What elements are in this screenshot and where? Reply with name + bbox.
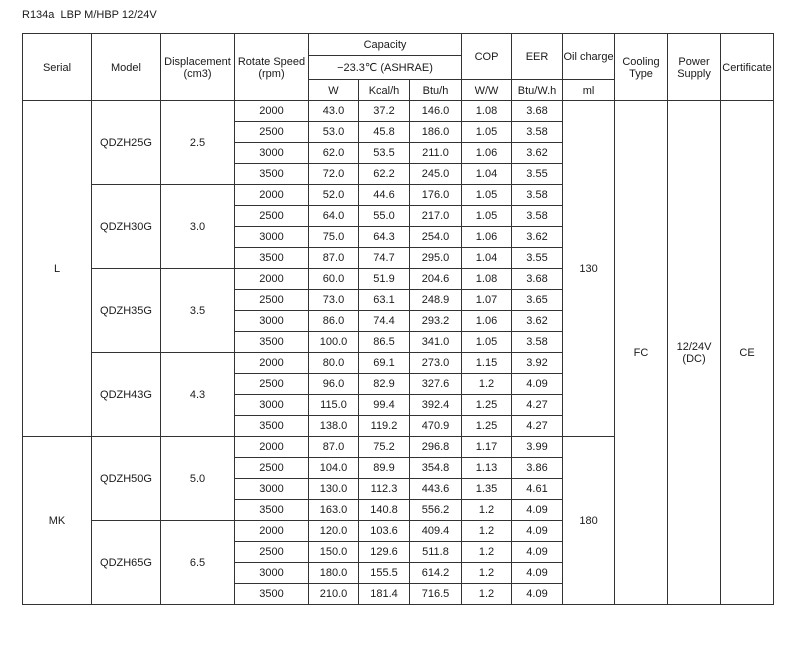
rpm-cell: 3000 xyxy=(235,563,309,584)
capacity-w-cell: 60.0 xyxy=(309,269,359,290)
cop-cell: 1.06 xyxy=(462,143,512,164)
cop-cell: 1.17 xyxy=(462,437,512,458)
header-certificate: Certificate xyxy=(721,34,774,101)
power-supply-cell: 12/24V (DC) xyxy=(668,101,721,605)
capacity-w-cell: 180.0 xyxy=(309,563,359,584)
capacity-w-cell: 100.0 xyxy=(309,332,359,353)
rpm-cell: 2000 xyxy=(235,437,309,458)
eer-cell: 3.58 xyxy=(512,332,563,353)
displacement-cell: 3.5 xyxy=(161,269,235,353)
capacity-kcal-cell: 69.1 xyxy=(359,353,410,374)
eer-cell: 4.27 xyxy=(512,395,563,416)
header-power-supply: Power Supply xyxy=(668,34,721,101)
capacity-btu-cell: 511.8 xyxy=(410,542,462,563)
capacity-btu-cell: 254.0 xyxy=(410,227,462,248)
capacity-btu-cell: 327.6 xyxy=(410,374,462,395)
capacity-kcal-cell: 99.4 xyxy=(359,395,410,416)
capacity-kcal-cell: 63.1 xyxy=(359,290,410,311)
capacity-w-cell: 72.0 xyxy=(309,164,359,185)
rpm-cell: 3500 xyxy=(235,584,309,605)
cop-cell: 1.04 xyxy=(462,164,512,185)
model-cell: QDZH25G xyxy=(92,101,161,185)
eer-cell: 3.62 xyxy=(512,143,563,164)
rpm-cell: 2000 xyxy=(235,269,309,290)
header-unit-btu: Btu/h xyxy=(410,80,462,101)
capacity-kcal-cell: 51.9 xyxy=(359,269,410,290)
eer-cell: 3.86 xyxy=(512,458,563,479)
capacity-w-cell: 96.0 xyxy=(309,374,359,395)
cop-cell: 1.08 xyxy=(462,101,512,122)
header-unit-oil: ml xyxy=(563,80,615,101)
header-capacity-condition: −23.3℃ (ASHRAE) xyxy=(309,56,462,80)
eer-cell: 4.61 xyxy=(512,479,563,500)
rpm-cell: 2000 xyxy=(235,101,309,122)
spec-table-body xyxy=(23,101,774,605)
capacity-btu-cell: 443.6 xyxy=(410,479,462,500)
capacity-kcal-cell: 74.7 xyxy=(359,248,410,269)
displacement-cell: 6.5 xyxy=(161,521,235,605)
rpm-cell: 2000 xyxy=(235,353,309,374)
displacement-cell: 3.0 xyxy=(161,185,235,269)
capacity-btu-cell: 354.8 xyxy=(410,458,462,479)
rpm-cell: 3500 xyxy=(235,164,309,185)
model-cell: QDZH43G xyxy=(92,353,161,437)
capacity-w-cell: 210.0 xyxy=(309,584,359,605)
eer-cell: 3.68 xyxy=(512,101,563,122)
capacity-kcal-cell: 64.3 xyxy=(359,227,410,248)
header-cooling-type: Cooling Type xyxy=(615,34,668,101)
capacity-w-cell: 52.0 xyxy=(309,185,359,206)
rpm-cell: 2500 xyxy=(235,542,309,563)
cop-cell: 1.08 xyxy=(462,269,512,290)
rpm-cell: 3000 xyxy=(235,395,309,416)
rpm-cell: 3000 xyxy=(235,479,309,500)
capacity-kcal-cell: 86.5 xyxy=(359,332,410,353)
capacity-btu-cell: 186.0 xyxy=(410,122,462,143)
capacity-w-cell: 87.0 xyxy=(309,437,359,458)
model-cell: QDZH30G xyxy=(92,185,161,269)
eer-cell: 3.58 xyxy=(512,185,563,206)
table-row xyxy=(23,101,774,122)
model-cell: QDZH35G xyxy=(92,269,161,353)
eer-cell: 3.55 xyxy=(512,248,563,269)
capacity-btu-cell: 341.0 xyxy=(410,332,462,353)
eer-cell: 3.58 xyxy=(512,206,563,227)
capacity-kcal-cell: 119.2 xyxy=(359,416,410,437)
rpm-cell: 2500 xyxy=(235,374,309,395)
capacity-kcal-cell: 155.5 xyxy=(359,563,410,584)
capacity-kcal-cell: 181.4 xyxy=(359,584,410,605)
capacity-kcal-cell: 82.9 xyxy=(359,374,410,395)
eer-cell: 4.27 xyxy=(512,416,563,437)
header-unit-kcal: Kcal/h xyxy=(359,80,410,101)
capacity-btu-cell: 614.2 xyxy=(410,563,462,584)
displacement-cell: 4.3 xyxy=(161,353,235,437)
rpm-cell: 3000 xyxy=(235,311,309,332)
eer-cell: 4.09 xyxy=(512,500,563,521)
capacity-kcal-cell: 89.9 xyxy=(359,458,410,479)
capacity-w-cell: 150.0 xyxy=(309,542,359,563)
rpm-cell: 2000 xyxy=(235,521,309,542)
header-row-1 xyxy=(23,34,774,56)
rpm-cell: 3500 xyxy=(235,332,309,353)
spec-table xyxy=(22,33,774,605)
cop-cell: 1.04 xyxy=(462,248,512,269)
eer-cell: 4.09 xyxy=(512,563,563,584)
cop-cell: 1.05 xyxy=(462,332,512,353)
capacity-btu-cell: 295.0 xyxy=(410,248,462,269)
eer-cell: 4.09 xyxy=(512,374,563,395)
capacity-w-cell: 73.0 xyxy=(309,290,359,311)
capacity-btu-cell: 245.0 xyxy=(410,164,462,185)
cop-cell: 1.2 xyxy=(462,542,512,563)
cop-cell: 1.2 xyxy=(462,584,512,605)
eer-cell: 3.92 xyxy=(512,353,563,374)
eer-cell: 3.65 xyxy=(512,290,563,311)
capacity-btu-cell: 146.0 xyxy=(410,101,462,122)
cop-cell: 1.07 xyxy=(462,290,512,311)
header-unit-w: W xyxy=(309,80,359,101)
capacity-kcal-cell: 129.6 xyxy=(359,542,410,563)
capacity-kcal-cell: 112.3 xyxy=(359,479,410,500)
header-cop: COP xyxy=(462,34,512,80)
capacity-w-cell: 120.0 xyxy=(309,521,359,542)
rpm-cell: 3500 xyxy=(235,416,309,437)
cop-cell: 1.06 xyxy=(462,227,512,248)
capacity-kcal-cell: 140.8 xyxy=(359,500,410,521)
capacity-w-cell: 87.0 xyxy=(309,248,359,269)
certificate-cell: CE xyxy=(721,101,774,605)
displacement-cell: 5.0 xyxy=(161,437,235,521)
capacity-kcal-cell: 44.6 xyxy=(359,185,410,206)
capacity-w-cell: 104.0 xyxy=(309,458,359,479)
capacity-kcal-cell: 37.2 xyxy=(359,101,410,122)
model-cell: QDZH50G xyxy=(92,437,161,521)
capacity-btu-cell: 176.0 xyxy=(410,185,462,206)
header-displacement: Displacement (cm3) xyxy=(161,34,235,101)
cop-cell: 1.15 xyxy=(462,353,512,374)
capacity-kcal-cell: 75.2 xyxy=(359,437,410,458)
eer-cell: 3.99 xyxy=(512,437,563,458)
capacity-btu-cell: 248.9 xyxy=(410,290,462,311)
cop-cell: 1.25 xyxy=(462,416,512,437)
eer-cell: 4.09 xyxy=(512,542,563,563)
rpm-cell: 2500 xyxy=(235,206,309,227)
capacity-btu-cell: 211.0 xyxy=(410,143,462,164)
capacity-btu-cell: 204.6 xyxy=(410,269,462,290)
cop-cell: 1.06 xyxy=(462,311,512,332)
capacity-w-cell: 43.0 xyxy=(309,101,359,122)
cop-cell: 1.2 xyxy=(462,521,512,542)
cop-cell: 1.05 xyxy=(462,185,512,206)
capacity-kcal-cell: 62.2 xyxy=(359,164,410,185)
capacity-kcal-cell: 103.6 xyxy=(359,521,410,542)
eer-cell: 3.62 xyxy=(512,311,563,332)
capacity-w-cell: 163.0 xyxy=(309,500,359,521)
eer-cell: 3.55 xyxy=(512,164,563,185)
cop-cell: 1.13 xyxy=(462,458,512,479)
capacity-btu-cell: 293.2 xyxy=(410,311,462,332)
cooling-type-cell: FC xyxy=(615,101,668,605)
header-rotate-speed: Rotate Speed (rpm) xyxy=(235,34,309,101)
rpm-cell: 2000 xyxy=(235,185,309,206)
rpm-cell: 2500 xyxy=(235,122,309,143)
rpm-cell: 3000 xyxy=(235,227,309,248)
model-cell: QDZH65G xyxy=(92,521,161,605)
cop-cell: 1.2 xyxy=(462,563,512,584)
cop-cell: 1.2 xyxy=(462,500,512,521)
capacity-w-cell: 62.0 xyxy=(309,143,359,164)
cop-cell: 1.2 xyxy=(462,374,512,395)
rpm-cell: 3000 xyxy=(235,143,309,164)
capacity-kcal-cell: 55.0 xyxy=(359,206,410,227)
header-unit-cop: W/W xyxy=(462,80,512,101)
capacity-btu-cell: 392.4 xyxy=(410,395,462,416)
cop-cell: 1.05 xyxy=(462,122,512,143)
header-oil-charge: Oil charge xyxy=(563,34,615,80)
capacity-w-cell: 80.0 xyxy=(309,353,359,374)
header-model: Model xyxy=(92,34,161,101)
header-serial: Serial xyxy=(23,34,92,101)
capacity-btu-cell: 470.9 xyxy=(410,416,462,437)
capacity-btu-cell: 556.2 xyxy=(410,500,462,521)
capacity-w-cell: 138.0 xyxy=(309,416,359,437)
cop-cell: 1.05 xyxy=(462,206,512,227)
capacity-btu-cell: 716.5 xyxy=(410,584,462,605)
eer-cell: 4.09 xyxy=(512,584,563,605)
eer-cell: 3.68 xyxy=(512,269,563,290)
capacity-btu-cell: 273.0 xyxy=(410,353,462,374)
eer-cell: 4.09 xyxy=(512,521,563,542)
capacity-btu-cell: 296.8 xyxy=(410,437,462,458)
document-title: R134a LBP M/HBP 12/24V xyxy=(22,9,157,21)
serial-cell: MK xyxy=(23,437,92,605)
capacity-kcal-cell: 74.4 xyxy=(359,311,410,332)
capacity-w-cell: 64.0 xyxy=(309,206,359,227)
cop-cell: 1.35 xyxy=(462,479,512,500)
capacity-kcal-cell: 53.5 xyxy=(359,143,410,164)
oil-charge-cell: 130 xyxy=(563,101,615,437)
rpm-cell: 3500 xyxy=(235,500,309,521)
rpm-cell: 2500 xyxy=(235,458,309,479)
oil-charge-cell: 180 xyxy=(563,437,615,605)
cop-cell: 1.25 xyxy=(462,395,512,416)
rpm-cell: 2500 xyxy=(235,290,309,311)
capacity-w-cell: 130.0 xyxy=(309,479,359,500)
header-unit-eer: Btu/W.h xyxy=(512,80,563,101)
displacement-cell: 2.5 xyxy=(161,101,235,185)
capacity-btu-cell: 217.0 xyxy=(410,206,462,227)
capacity-w-cell: 75.0 xyxy=(309,227,359,248)
eer-cell: 3.62 xyxy=(512,227,563,248)
capacity-btu-cell: 409.4 xyxy=(410,521,462,542)
serial-cell: L xyxy=(23,101,92,437)
capacity-kcal-cell: 45.8 xyxy=(359,122,410,143)
header-capacity: Capacity xyxy=(309,34,462,56)
rpm-cell: 3500 xyxy=(235,248,309,269)
capacity-w-cell: 53.0 xyxy=(309,122,359,143)
capacity-w-cell: 86.0 xyxy=(309,311,359,332)
capacity-w-cell: 115.0 xyxy=(309,395,359,416)
header-eer: EER xyxy=(512,34,563,80)
eer-cell: 3.58 xyxy=(512,122,563,143)
